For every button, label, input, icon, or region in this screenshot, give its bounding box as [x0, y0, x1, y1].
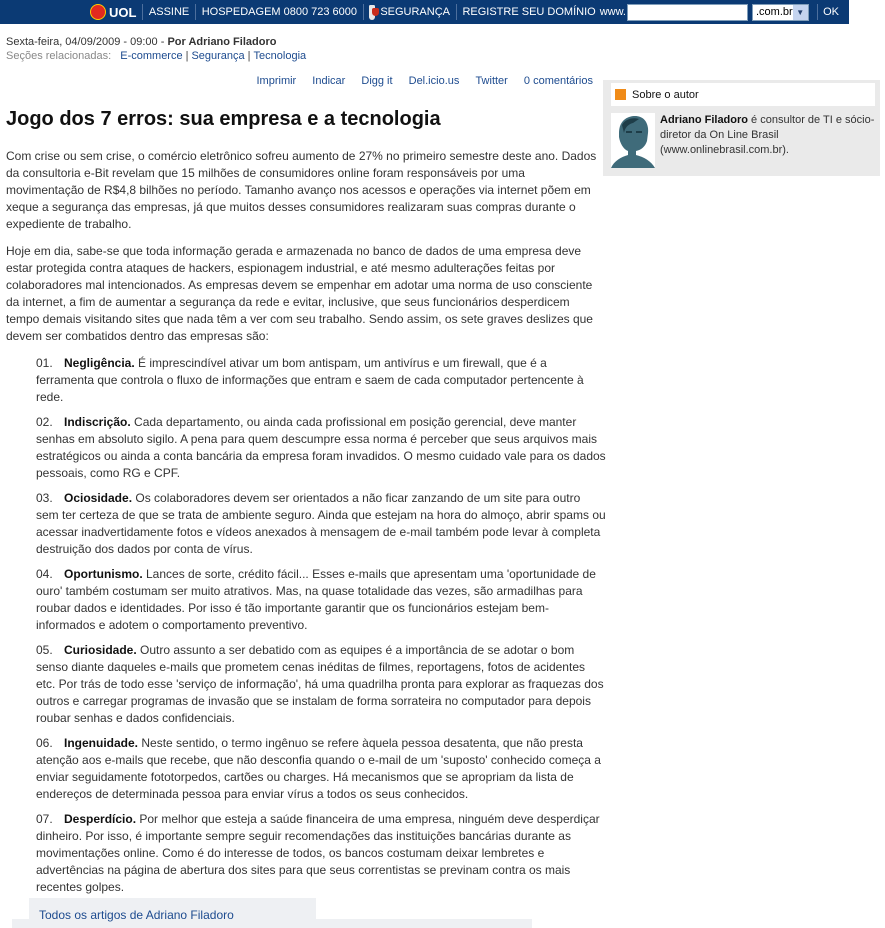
item-number: 02.: [36, 415, 53, 429]
print-link[interactable]: Imprimir: [256, 75, 297, 87]
author-name: Adriano Filadoro: [660, 114, 748, 126]
item-number: 05.: [36, 643, 53, 657]
author-bio: [660, 113, 878, 158]
item-text: Os colaboradores devem ser orientados a não ficar zanzando de um site para outro sem ter certeza de que se trata de ambiente seguro. Ainda que estejam na hora do almoço, abrir spams ou acessar inadvertidamente fotos e vídeos anexados à mensagem de e-mail também pode levar à completa destruição dos dados por conta de vírus.: [36, 491, 606, 556]
chevron-down-icon: ▼: [793, 5, 808, 20]
item-number: 04.: [36, 567, 53, 581]
about-author-heading: Sobre o autor: [632, 88, 699, 101]
item-text: Lances de sorte, crédito fácil... Esses e-mails que apresentam uma 'oportunidade de ouro' também costumam ser muito atrativos. Mas, na quase totalidade das vezes, são armadilhas para roubar dados e identidades. Por isso é tão importante garantir que os funcionários estejam bem-informados e adotem o comportamento preventivo.: [36, 567, 596, 632]
section-link-seguranca[interactable]: Segurança: [191, 50, 245, 62]
author-photo: [611, 113, 655, 168]
seguranca-link[interactable]: SEGURANÇA: [380, 6, 450, 18]
list-item: [36, 414, 606, 482]
related-sections-label: Seções relacionadas:: [6, 50, 112, 62]
list-item: [36, 355, 606, 406]
uol-logo[interactable]: [90, 4, 136, 20]
item-keyword: Ociosidade.: [64, 491, 133, 505]
section-link-tecnologia[interactable]: Tecnologia: [253, 50, 307, 62]
comments-link[interactable]: 0 comentários: [523, 75, 593, 87]
registre-dominio-label: REGISTRE SEU DOMÍNIO: [462, 6, 596, 18]
item-keyword: Negligência.: [64, 356, 135, 370]
shield-icon: [369, 5, 375, 20]
item-keyword: Indiscrição.: [64, 415, 131, 429]
divider: |: [185, 50, 189, 62]
item-number: 03.: [36, 491, 53, 505]
item-text: Neste sentido, o termo ingênuo se refere àquela pessoa desatenta, que não presta atenção aos e-mails que recebe, que não desconfia quando o e-mail de um 'suposto' conhecido começa a enviar seguidamente fototorpedos, cartões ou charges. Há mecanismos que se apropriam da lista de endereços de determinada pessoa para enviar vírus a todos os seus conhecidos.: [36, 736, 601, 801]
digg-link[interactable]: Digg it: [361, 75, 393, 87]
divider: |: [247, 50, 251, 62]
item-keyword: Oportunismo.: [64, 567, 143, 581]
article-body: [6, 148, 606, 904]
section-link-ecommerce[interactable]: E-commerce: [120, 50, 183, 62]
list-item: [36, 811, 606, 896]
article-tools: [244, 75, 594, 87]
item-keyword: Desperdício.: [64, 812, 137, 826]
author-description: é consultor de TI e sócio-diretor da On Line Brasil (www.onlinebrasil.com.br).: [660, 114, 875, 156]
item-number: 06.: [36, 736, 53, 750]
assine-link[interactable]: ASSINE: [148, 6, 190, 18]
all-articles-link[interactable]: Todos os artigos de Adriano Filadoro: [39, 908, 234, 922]
related-sections: [6, 50, 306, 62]
item-keyword: Curiosidade.: [64, 643, 137, 657]
article-author: Por Adriano Filadoro: [167, 36, 277, 48]
article-paragraph: Com crise ou sem crise, o comércio eletrônico sofreu aumento de 27% no primeiro semestre deste ano. Dados da consultoria e-Bit revelam que 15 milhões de consumidores online foram responsáveis por uma movimentação de R$4,8 bilhões no período. Tamanho avanço nos acessos e operações via internet põem em xeque a segurança das empresas, já que muitos desses consumidores realizaram suas compras durante o expediente de trabalho.: [6, 149, 597, 231]
list-item: [36, 642, 606, 727]
hospedagem-link[interactable]: HOSPEDAGEM 0800 723 6000: [201, 6, 358, 18]
author-articles-box: [29, 898, 316, 928]
twitter-link[interactable]: Twitter: [475, 75, 508, 87]
tld-selected-value: .com.br: [755, 6, 793, 18]
item-text: É imprescindível ativar um bom antispam, um antivírus e um firewall, que é a ferramenta que controla o fluxo de informações que entram e saem de cada computador pertencente à rede.: [36, 356, 584, 404]
item-keyword: Ingenuidade.: [64, 736, 139, 750]
article-date: Sexta-feira, 04/09/2009 - 09:00 -: [6, 36, 165, 48]
item-text: Cada departamento, ou ainda cada profissional em posição gerencial, deve manter senhas em absoluto sigilo. A pena para quem descumpre essa norma é perceber que seus arquivos mais estratégicos ou ainda a conta bancária da empresa foram invadidos. O mesmo cuidado vale para os dados pessoais, como RG e CPF.: [36, 415, 606, 480]
top-navigation-bar: [0, 0, 849, 24]
item-text: Outro assunto a ser debatido com as equipes é a importância de se adotar o bom senso diante daqueles e-mails que prometem cenas inéditas de filmes, reportagens, fotos de acidentes etc. Por trás de todo esse 'serviço de informação', há uma quadrilha pronta para explorar as fraquezas dos outros e carregar programas de invasão que se instalam de forma sorrateira no computador para depois roubar senhas e dados confidenciais.: [36, 643, 604, 725]
about-author-panel: [603, 80, 880, 176]
article-title: Jogo dos 7 erros: sua empresa e a tecnologia: [6, 108, 441, 130]
uol-ball-icon: [90, 4, 106, 20]
author-portrait-icon: [611, 113, 655, 168]
recommend-link[interactable]: Indicar: [312, 75, 346, 87]
item-number: 07.: [36, 812, 53, 826]
uol-brand-text: UOL: [109, 4, 137, 20]
article-paragraph: Hoje em dia, sabe-se que toda informação gerada e armazenada no banco de dados de uma empresa deve estar protegida contra ataques de hackers, espionagem industrial, e até mesmo adulterações feitas por colaboradores mal intencionados. As empresas devem se empenhar em adotar uma norma de uso consciente da internet, a fim de aumentar a segurança da rede e evitar, inclusive, que seus funcionários desperdicem tempo demais visitando sites que nada têm a ver com seu trabalho. Sendo assim, os sete graves deslizes que devem ser combatidos dentro das empresas são:: [6, 244, 593, 343]
tld-select[interactable]: [752, 4, 809, 21]
www-prefix: www.: [599, 6, 626, 18]
item-text: Por melhor que esteja a saúde financeira de uma empresa, ninguém deve desperdiçar dinheiro. Por isso, é importante sempre seguir recomendações das instituições bancárias durante as movimentações online. Como é do interesse de todos, os bancos costumam deixar lembretes e advertências na página de abertura dos sites para que seus correntistas se previnam contra os mais recentes golpes.: [36, 812, 600, 894]
list-item: [36, 566, 606, 634]
list-item: [36, 735, 606, 803]
domain-input[interactable]: [627, 4, 748, 21]
delicious-link[interactable]: Del.icio.us: [408, 75, 460, 87]
list-item: [36, 490, 606, 558]
item-number: 01.: [36, 356, 53, 370]
article-meta: [6, 36, 276, 48]
errors-list: [6, 355, 606, 896]
ok-button[interactable]: OK: [823, 6, 840, 18]
about-author-header: [611, 83, 875, 106]
orange-square-icon: [615, 89, 626, 100]
